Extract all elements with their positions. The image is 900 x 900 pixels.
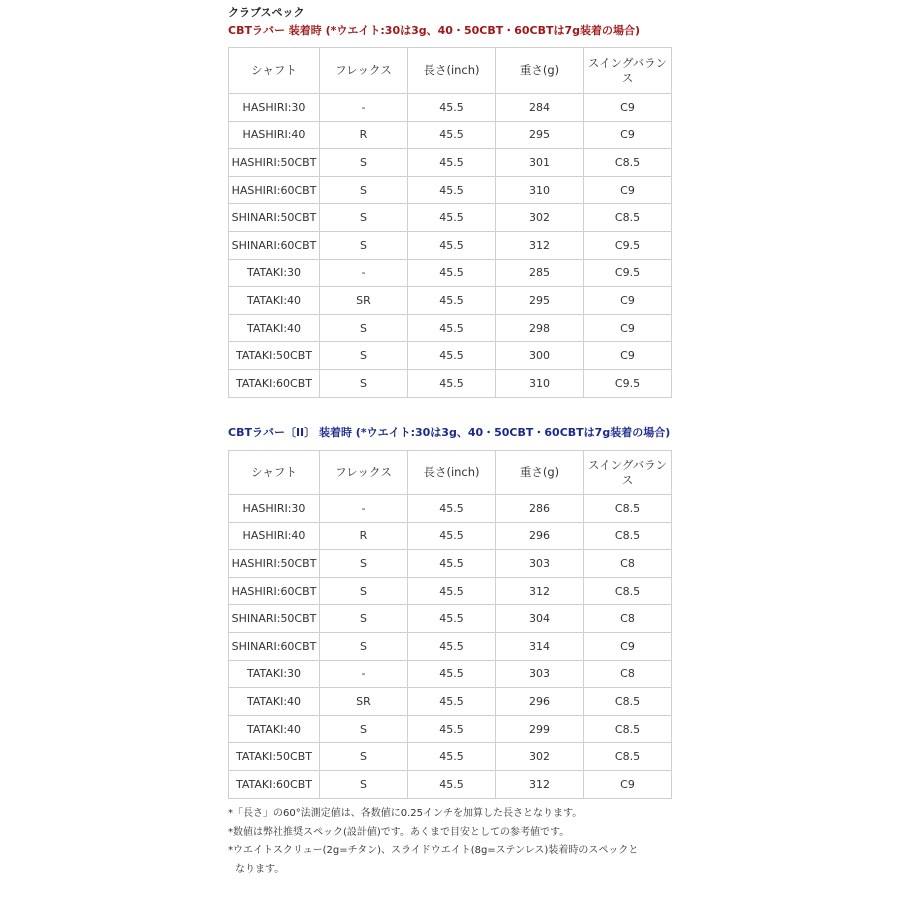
cell-flex: S: [320, 550, 408, 578]
cell-flex: S: [320, 577, 408, 605]
table-row: [229, 149, 672, 177]
table-row: [229, 660, 672, 688]
footnotes: [228, 805, 638, 879]
cell-weight: 298: [496, 314, 584, 342]
cell-swing-balance: C8.5: [584, 743, 672, 771]
cell-weight: 312: [496, 770, 584, 798]
cell-swing-balance: C9.5: [584, 231, 672, 259]
cell-shaft: TATAKI:30: [229, 660, 320, 688]
cell-flex: -: [320, 94, 408, 122]
section1-title: CBTラバー 装着時 (*ウエイト:30は3g、40・50CBT・60CBTは7g装着の場合): [228, 24, 641, 37]
spec-table-1: [228, 47, 672, 398]
cell-weight: 302: [496, 204, 584, 232]
cell-weight: 312: [496, 577, 584, 605]
table-row: [229, 632, 672, 660]
cell-swing-balance: C9: [584, 176, 672, 204]
cell-length: 45.5: [408, 369, 496, 397]
cell-shaft: HASHIRI:50CBT: [229, 550, 320, 578]
cell-swing-balance: C9: [584, 94, 672, 122]
cell-swing-balance: C8.5: [584, 688, 672, 716]
cell-length: 45.5: [408, 259, 496, 287]
cell-shaft: TATAKI:50CBT: [229, 743, 320, 771]
cell-length: 45.5: [408, 231, 496, 259]
cell-shaft: SHINARI:50CBT: [229, 204, 320, 232]
header-length: 長さ(inch): [408, 48, 496, 94]
cell-shaft: HASHIRI:40: [229, 121, 320, 149]
cell-shaft: TATAKI:60CBT: [229, 770, 320, 798]
cell-shaft: SHINARI:50CBT: [229, 605, 320, 633]
footnote-weight-cont: なります。: [235, 863, 285, 875]
cell-shaft: SHINARI:60CBT: [229, 231, 320, 259]
cell-shaft: TATAKI:40: [229, 688, 320, 716]
cell-flex: S: [320, 605, 408, 633]
cell-swing-balance: C8.5: [584, 522, 672, 550]
cell-flex: R: [320, 121, 408, 149]
table-row: [229, 688, 672, 716]
cell-swing-balance: C8.5: [584, 495, 672, 523]
cell-swing-balance: C9: [584, 632, 672, 660]
cell-flex: SR: [320, 287, 408, 315]
cell-weight: 286: [496, 495, 584, 523]
cell-shaft: HASHIRI:60CBT: [229, 577, 320, 605]
table-row: [229, 314, 672, 342]
cell-shaft: TATAKI:60CBT: [229, 369, 320, 397]
cell-weight: 296: [496, 522, 584, 550]
cell-shaft: HASHIRI:40: [229, 522, 320, 550]
cell-swing-balance: C9: [584, 121, 672, 149]
footnote-weight: *ウエイトスクリュー(2g=チタン)、スライドウエイト(8g=ステンレス)装着時のスペックと: [228, 845, 639, 856]
cell-swing-balance: C8.5: [584, 204, 672, 232]
cell-length: 45.5: [408, 204, 496, 232]
cell-weight: 312: [496, 231, 584, 259]
table-row: [229, 176, 672, 204]
cell-shaft: SHINARI:60CBT: [229, 632, 320, 660]
table-row: [229, 770, 672, 798]
table-row: [229, 550, 672, 578]
cell-swing-balance: C9: [584, 770, 672, 798]
cell-swing-balance: C8.5: [584, 577, 672, 605]
table-row: [229, 715, 672, 743]
spec-table-2: [228, 450, 672, 799]
cell-swing-balance: C8: [584, 550, 672, 578]
cell-weight: 302: [496, 743, 584, 771]
table-row: [229, 121, 672, 149]
cell-flex: S: [320, 204, 408, 232]
footnote-values: *数値は弊社推奨スペック(設計値)です。あくまで目安としての参考値です。: [228, 826, 570, 838]
cell-flex: S: [320, 231, 408, 259]
cell-flex: S: [320, 369, 408, 397]
header-flex: フレックス: [320, 48, 408, 94]
cell-length: 45.5: [408, 605, 496, 633]
table-row: [229, 495, 672, 523]
table-row: [229, 342, 672, 370]
table-row: [229, 204, 672, 232]
cell-swing-balance: C8: [584, 605, 672, 633]
cell-length: 45.5: [408, 632, 496, 660]
cell-shaft: HASHIRI:60CBT: [229, 176, 320, 204]
cell-flex: S: [320, 149, 408, 177]
cell-weight: 295: [496, 121, 584, 149]
cell-weight: 303: [496, 660, 584, 688]
cell-shaft: HASHIRI:30: [229, 495, 320, 523]
cell-flex: S: [320, 770, 408, 798]
cell-length: 45.5: [408, 149, 496, 177]
header-swing-balance: スイングバランス: [584, 48, 672, 94]
cell-shaft: TATAKI:40: [229, 287, 320, 315]
header-swing-balance: スイングバランス: [584, 451, 672, 495]
cell-length: 45.5: [408, 550, 496, 578]
table-header-row: [229, 48, 672, 94]
table-header-row: [229, 451, 672, 495]
cell-length: 45.5: [408, 121, 496, 149]
cell-weight: 314: [496, 632, 584, 660]
table-row: [229, 743, 672, 771]
cell-swing-balance: C9.5: [584, 369, 672, 397]
cell-swing-balance: C8.5: [584, 715, 672, 743]
cell-weight: 310: [496, 176, 584, 204]
cell-weight: 295: [496, 287, 584, 315]
cell-flex: R: [320, 522, 408, 550]
header-length: 長さ(inch): [408, 451, 496, 495]
cell-flex: -: [320, 495, 408, 523]
table-row: [229, 231, 672, 259]
cell-weight: 299: [496, 715, 584, 743]
cell-flex: -: [320, 259, 408, 287]
cell-swing-balance: C9.5: [584, 259, 672, 287]
table-row: [229, 94, 672, 122]
cell-weight: 304: [496, 605, 584, 633]
cell-shaft: TATAKI:40: [229, 314, 320, 342]
cell-swing-balance: C9: [584, 287, 672, 315]
cell-length: 45.5: [408, 342, 496, 370]
header-shaft: シャフト: [229, 451, 320, 495]
header-weight: 重さ(g): [496, 451, 584, 495]
table-row: [229, 369, 672, 397]
cell-flex: S: [320, 176, 408, 204]
cell-flex: S: [320, 314, 408, 342]
cell-length: 45.5: [408, 660, 496, 688]
cell-shaft: TATAKI:40: [229, 715, 320, 743]
section2-title: CBTラバー〔II〕 装着時 (*ウエイト:30は3g、40・50CBT・60CBTは7g装着の場合): [228, 426, 671, 439]
cell-flex: S: [320, 743, 408, 771]
cell-shaft: HASHIRI:30: [229, 94, 320, 122]
header-weight: 重さ(g): [496, 48, 584, 94]
cell-shaft: HASHIRI:50CBT: [229, 149, 320, 177]
cell-weight: 303: [496, 550, 584, 578]
cell-weight: 296: [496, 688, 584, 716]
table-row: [229, 522, 672, 550]
cell-shaft: TATAKI:30: [229, 259, 320, 287]
cell-swing-balance: C8: [584, 660, 672, 688]
cell-length: 45.5: [408, 314, 496, 342]
cell-flex: S: [320, 342, 408, 370]
cell-length: 45.5: [408, 495, 496, 523]
cell-shaft: TATAKI:50CBT: [229, 342, 320, 370]
cell-flex: SR: [320, 688, 408, 716]
cell-flex: S: [320, 715, 408, 743]
cell-length: 45.5: [408, 522, 496, 550]
cell-weight: 285: [496, 259, 584, 287]
cell-swing-balance: C9: [584, 342, 672, 370]
cell-length: 45.5: [408, 770, 496, 798]
table-row: [229, 259, 672, 287]
cell-length: 45.5: [408, 577, 496, 605]
header-flex: フレックス: [320, 451, 408, 495]
cell-weight: 284: [496, 94, 584, 122]
cell-weight: 300: [496, 342, 584, 370]
header-shaft: シャフト: [229, 48, 320, 94]
cell-length: 45.5: [408, 715, 496, 743]
cell-weight: 310: [496, 369, 584, 397]
footnote-length: *「長さ」の60°法測定値は、各数値に0.25インチを加算した長さとなります。: [228, 808, 583, 819]
table-row: [229, 577, 672, 605]
table-row: [229, 605, 672, 633]
cell-length: 45.5: [408, 176, 496, 204]
cell-length: 45.5: [408, 688, 496, 716]
cell-swing-balance: C9: [584, 314, 672, 342]
cell-swing-balance: C8.5: [584, 149, 672, 177]
cell-flex: -: [320, 660, 408, 688]
cell-weight: 301: [496, 149, 584, 177]
table-row: [229, 287, 672, 315]
cell-flex: S: [320, 632, 408, 660]
page-title: クラブスペック: [228, 6, 305, 19]
cell-length: 45.5: [408, 94, 496, 122]
cell-length: 45.5: [408, 287, 496, 315]
cell-length: 45.5: [408, 743, 496, 771]
